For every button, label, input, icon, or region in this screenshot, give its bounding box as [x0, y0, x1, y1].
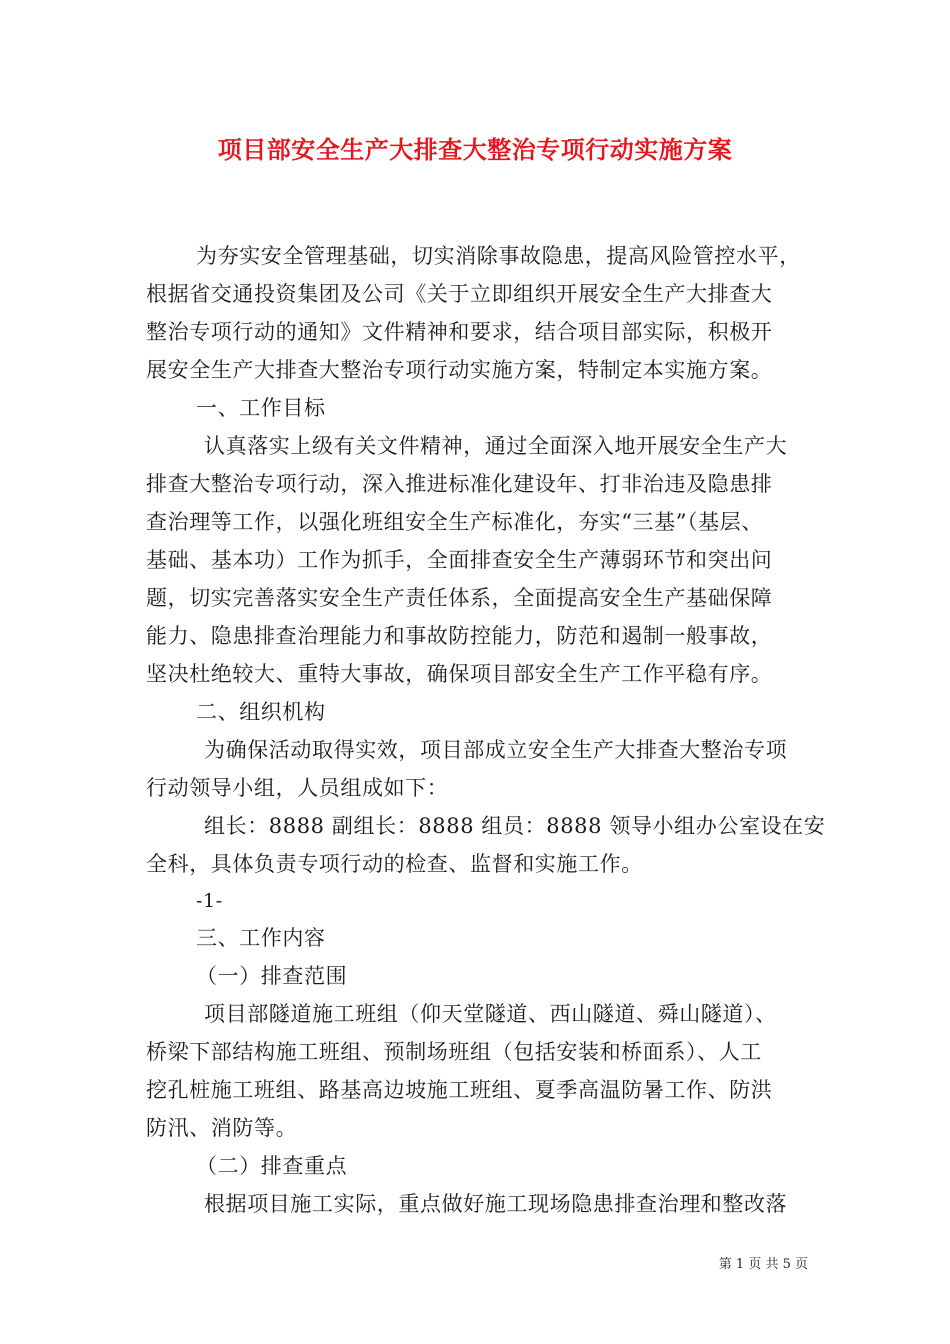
paragraph-line: 认真落实上级有关文件精神，通过全面深入地开展安全生产大	[204, 434, 788, 458]
paragraph-line: 能力、隐患排查治理能力和事故防控能力，防范和遏制一般事故，	[146, 624, 773, 648]
page-footer-indicator: 第 1 页 共 5 页	[718, 1257, 808, 1272]
paragraph-line: 项目部隧道施工班组（仰天堂隧道、西山隧道、舜山隧道）、	[204, 1002, 777, 1026]
paragraph-line: 展安全生产大排查大整治专项行动实施方案，特制定本实施方案。	[146, 358, 773, 382]
paragraph-line: 防汛、消防等。	[146, 1116, 298, 1140]
paragraph-line: 根据项目施工实际，重点做好施工现场隐患排查治理和整改落	[204, 1192, 788, 1216]
paragraph-line: 为夯实安全管理基础，切实消除事故隐患，提高风险管控水平，	[196, 244, 801, 268]
subsection-heading: （二）排查重点	[196, 1154, 348, 1178]
paragraph-line: 查治理等工作，以强化班组安全生产标准化，夯实“三基”（基层、	[146, 510, 763, 534]
paragraph-line: 组长：8888 副组长：8888 组员：8888 领导小组办公室设在安	[204, 814, 826, 838]
inline-page-number: -1-	[196, 890, 223, 912]
paragraph-line: 为确保活动取得实效，项目部成立安全生产大排查大整治专项	[204, 738, 788, 762]
paragraph-line: 整治专项行动的通知》文件精神和要求，结合项目部实际，积极开	[146, 320, 773, 344]
paragraph-line: 题，切实完善落实安全生产责任体系，全面提高安全生产基础保障	[146, 586, 773, 610]
paragraph-line: 坚决杜绝较大、重特大事故，确保项目部安全生产工作平稳有序。	[146, 662, 773, 686]
document-title: 项目部安全生产大排查大整治专项行动实施方案	[217, 135, 733, 164]
paragraph-line: 根据省交通投资集团及公司《关于立即组织开展安全生产大排查大	[146, 282, 773, 306]
paragraph-line: 排查大整治专项行动，深入推进标准化建设年、打非治违及隐患排	[146, 472, 773, 496]
paragraph-line: 行动领导小组，人员组成如下：	[146, 776, 449, 800]
paragraph-line: 基础、基本功）工作为抓手，全面排查安全生产薄弱环节和突出问	[146, 548, 773, 572]
section-heading: 一、工作目标	[196, 396, 326, 420]
paragraph-line: 全科，具体负责专项行动的检查、监督和实施工作。	[146, 852, 643, 876]
section-heading: 二、组织机构	[196, 700, 326, 724]
paragraph-line: 挖孔桩施工班组、路基高边坡施工班组、夏季高温防暑工作、防洪	[146, 1078, 773, 1102]
paragraph-line: 桥梁下部结构施工班组、预制场班组（包括安装和桥面系）、人工	[146, 1040, 762, 1064]
subsection-heading: （一）排查范围	[196, 964, 348, 988]
section-heading: 三、工作内容	[196, 926, 326, 950]
